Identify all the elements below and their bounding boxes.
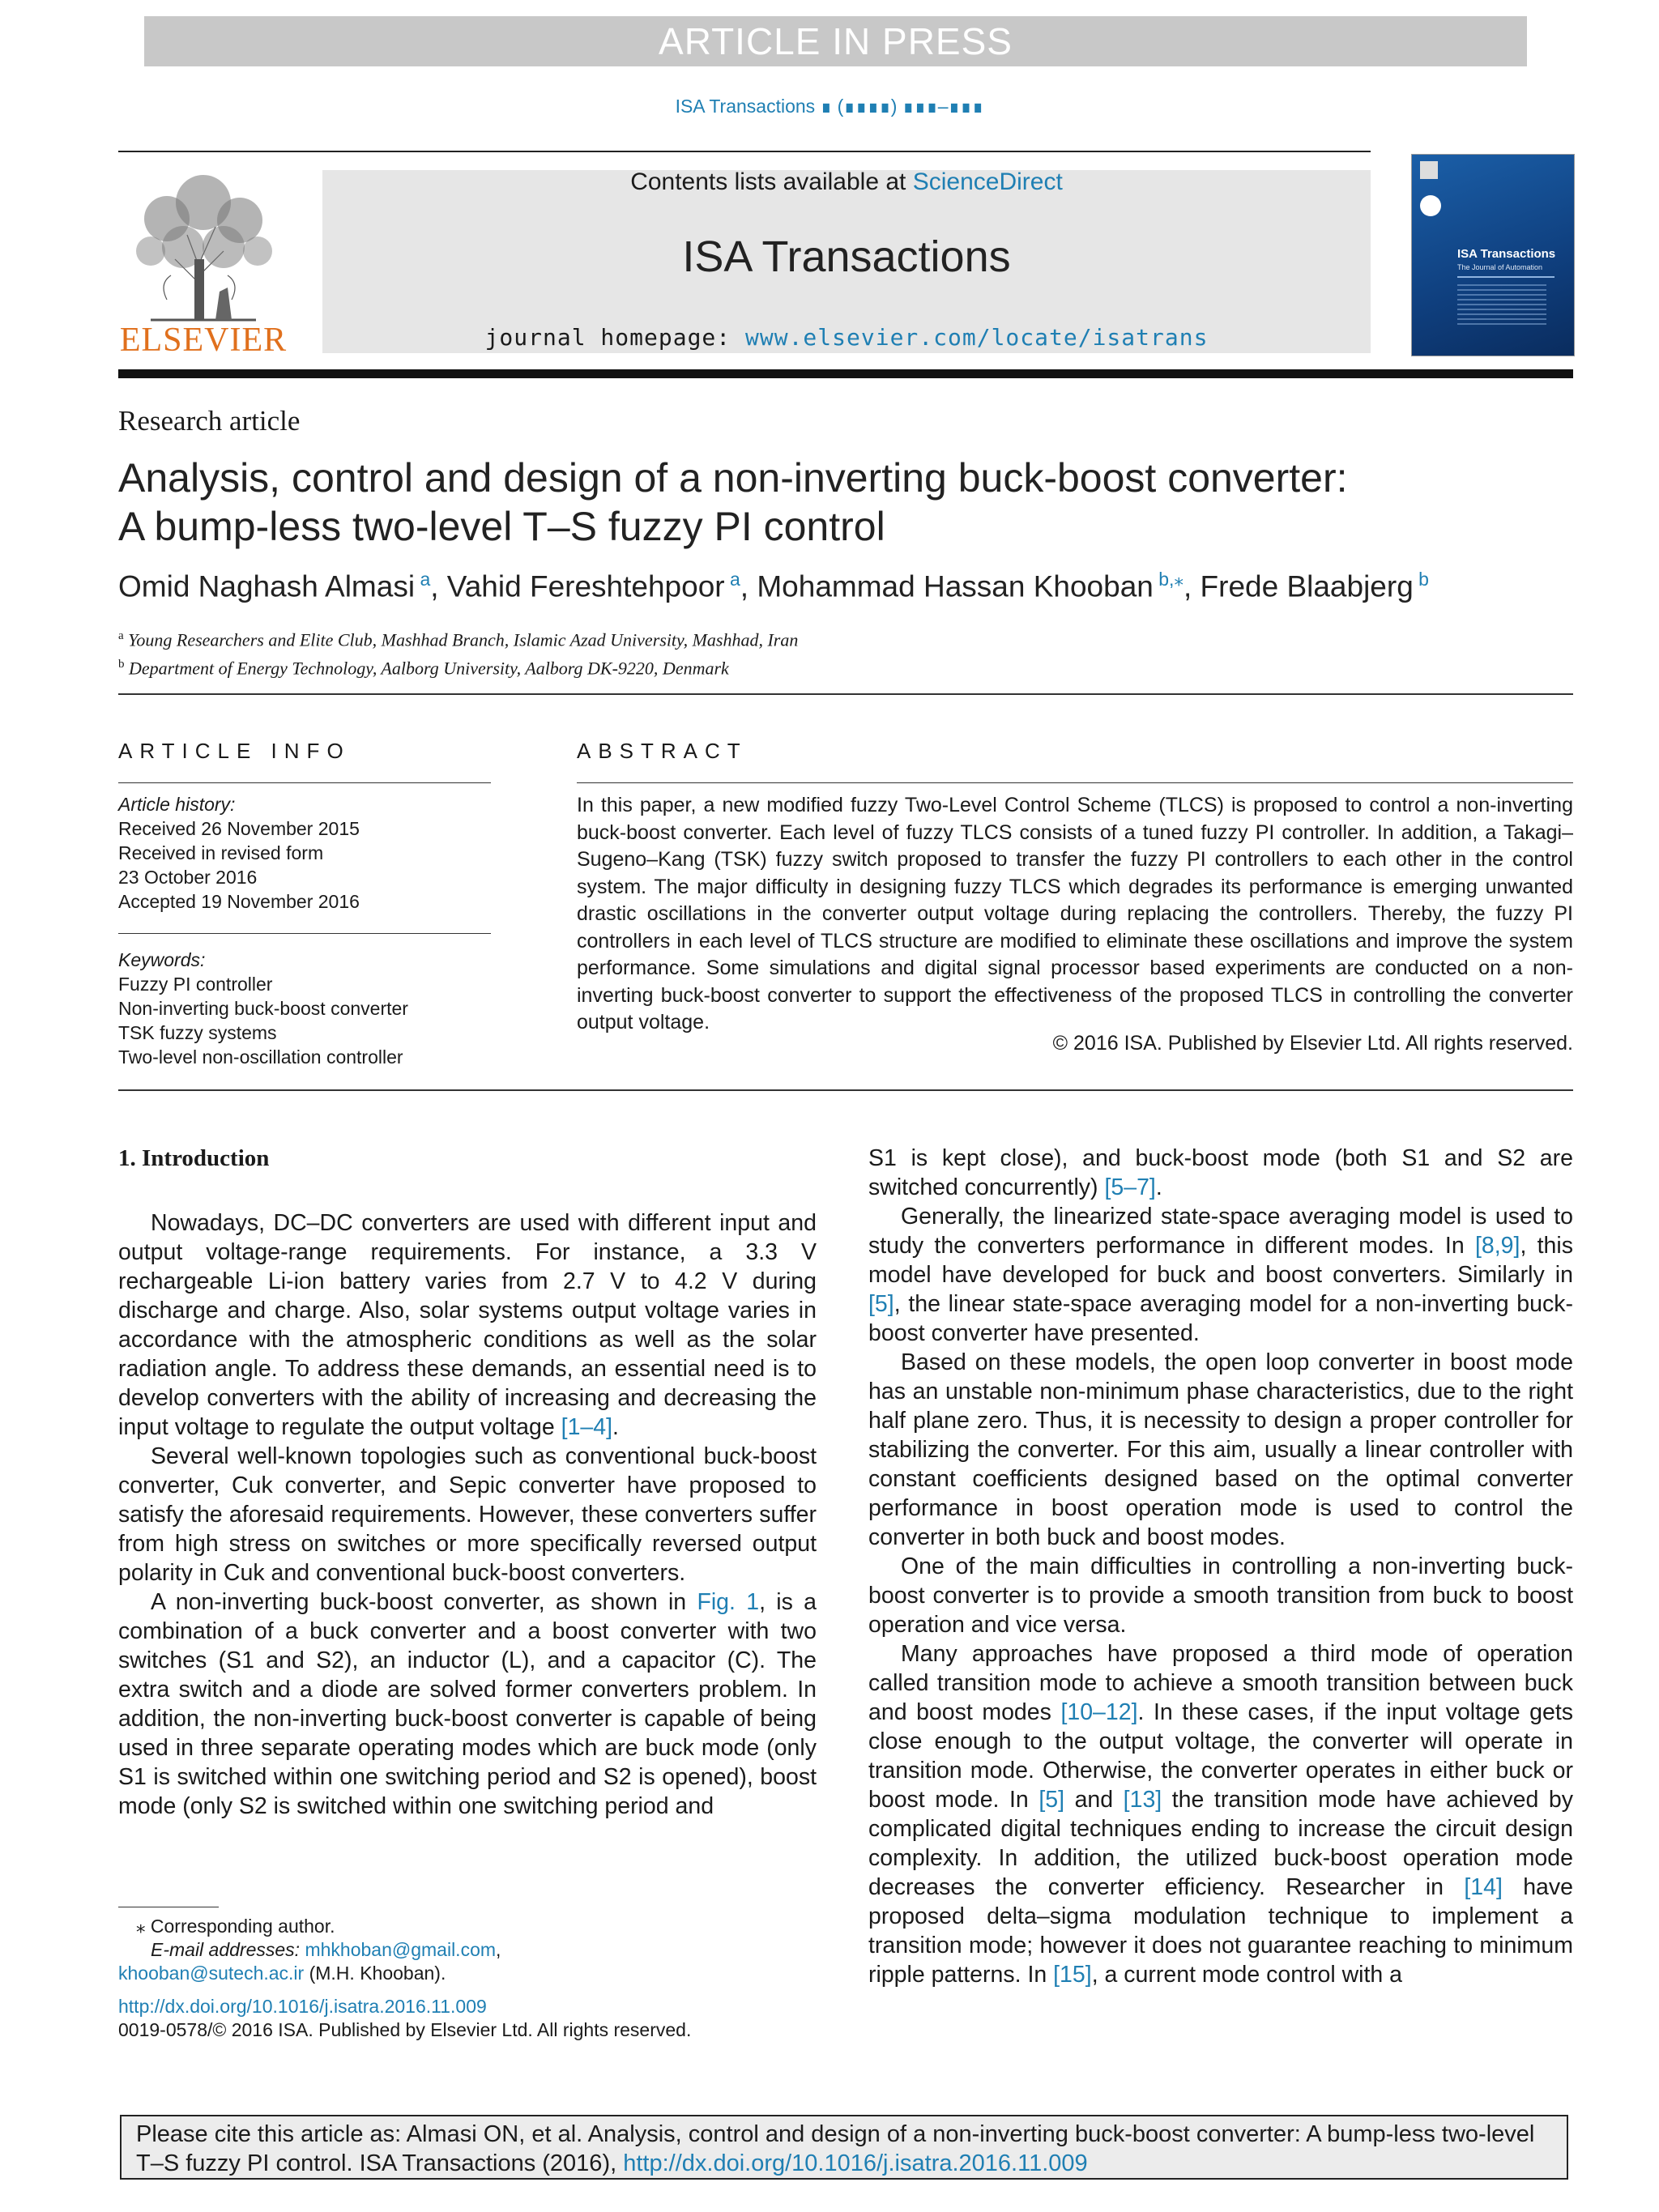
paragraph: S1 is kept close), and buck-boost mode (both S1 and S2 are switched concurrently) [5–7]. [868, 1145, 1573, 1200]
header-thick-rule [118, 369, 1573, 378]
left-column [118, 1144, 817, 1821]
cover-isa-badge-icon [1420, 195, 1441, 216]
elsevier-wordmark: ELSEVIER [119, 322, 288, 359]
figure-link[interactable]: Fig. 1 [697, 1589, 760, 1615]
abstract-copyright: © 2016 ISA. Published by Elsevier Ltd. All rights reserved. [1052, 1032, 1573, 1055]
keywords-block [118, 948, 491, 1069]
contents-prefix: Contents lists available at [630, 168, 906, 195]
article-info-rule [118, 782, 491, 783]
keyword: Non-inverting buck-boost converter [118, 998, 408, 1019]
history-item: Received in revised form [118, 842, 324, 863]
affiliation: $^b$ Department of Energy Technology, Aalborg University, Aalborg DK-9220, Denmark [118, 658, 729, 679]
keywords-label: Keywords: [118, 949, 206, 970]
keyword: TSK fuzzy systems [118, 1022, 277, 1043]
article-info-heading: ARTICLE INFO [118, 739, 351, 763]
keyword: Fuzzy PI controller [118, 974, 273, 995]
affiliations [118, 624, 798, 681]
email-link[interactable]: mhkhoban@gmail.com [305, 1939, 497, 1960]
keywords-rule [118, 933, 491, 934]
contents-line [322, 168, 1371, 196]
article-in-press-banner: ARTICLE IN PRESS [144, 16, 1527, 66]
title-separator-rule [118, 693, 1573, 695]
author-name[interactable]: Vahid Fereshtehpoor [446, 569, 725, 603]
author-name[interactable]: Omid Naghash Almasi [118, 569, 416, 603]
author-name[interactable]: Frede Blaabjerg [1200, 569, 1414, 603]
cover-title: ISA Transactions [1457, 247, 1556, 261]
cite-doi-link[interactable]: http://dx.doi.org/10.1016/j.isatra.2016.11.009 [623, 2150, 1088, 2176]
doi-link[interactable]: http://dx.doi.org/10.1016/j.isatra.2016.11.009 [118, 1996, 487, 2017]
citation-link[interactable]: [15] [1053, 1962, 1092, 1988]
author-affil-mark[interactable]: a [420, 569, 431, 590]
article-type: Research article [118, 405, 301, 437]
title-line-1: Analysis, control and design of a non-inverting buck-boost converter: [118, 455, 1348, 501]
corresponding-author-note: ⁎ Corresponding author. [136, 1916, 335, 1937]
history-label: Article history: [118, 794, 236, 815]
keyword: Two-level non-oscillation controller [118, 1046, 403, 1068]
paragraph: One of the main difficulties in controlling a non-inverting buck-boost converter is to provide a smooth transition from buck to boost operation and vice versa. [868, 1554, 1573, 1638]
journal-homepage [322, 324, 1371, 351]
journal-title: ISA Transactions [682, 232, 1011, 281]
footnote [118, 1915, 691, 2042]
author-affil-mark[interactable]: b,⁎ [1158, 569, 1183, 590]
cite-this-article-box [120, 2115, 1568, 2180]
cover-subtitle: The Journal of Automation [1457, 263, 1543, 271]
paragraph: Generally, the linearized state-space averaging model is used to study the converters performance in different modes. In [8,9], this model have developed for buck and boost converters. Similarly in [5], the linear state-space averaging model for a non-inverting buck-boost converter have presented. [868, 1204, 1573, 1346]
abstract-text: In this paper, a new modified fuzzy Two-Level Control Scheme (TLCS) is proposed to control a non-inverting buck-boost converter. Each level of fuzzy TLCS consists of a tuned fuzzy PI controller. In addition, a Takagi–Sugeno–Kang (TSK) fuzzy switch proposed to transfer the fuzzy PI controllers to each other in the control system. The major difficulty in designing fuzzy TLCS which degrades its performance is emerging unwanted drastic oscillations in the converter output voltage during replacing the controllers. Thereby, the fuzzy PI controllers in each level of TLCS structure are modified to eliminate these oscillations and improve the system performance. Some simulations and digital signal processor based experiments are conducted on a non-inverting buck-boost converter to support the effectiveness of the proposed TLCS in controlling the converter output voltage. [577, 794, 1573, 1034]
homepage-link[interactable]: www.elsevier.com/locate/isatrans [745, 324, 1209, 351]
paragraph: Based on these models, the open loop converter in boost mode has an unstable non-minimum phase characteristics, due to the right half plane zero. Thus, it is necessity to design a proper controller for stabilizing the converter. For this aim, usually a linear controller with constant coefficients designed based on the optimal converter performance in boost operation mode is used to control the converter in both buck and boost modes. [868, 1349, 1573, 1550]
author-list: Omid Naghash Almasi $^a$, Vahid Fereshtehpoor $^a$, Mohammad Hassan Khooban $^{b,⁎}$, Frede Blaabjerg $^b$ [118, 569, 1429, 603]
article-title [118, 454, 1536, 551]
journal-reference[interactable]: ISA Transactions ∎ (∎∎∎∎) ∎∎∎–∎∎∎ [675, 96, 984, 117]
paragraph: Nowadays, DC–DC converters are used with different input and output voltage-range requirements. For instance, a 3.3 V rechargeable Li-ion battery varies from 2.7 V to 4.2 V during discharge and charge. Also, solar systems output voltage varies in accordance with the atmospheric conditions as well as the solar radiation angle. To address these demands, an essential need is to develop converters with the ability of increasing and decreasing the input voltage to regulate the output voltage [1–4]. [118, 1210, 817, 1440]
history-item: Received 26 November 2015 [118, 818, 360, 839]
affiliation: $^a$ Young Researchers and Elite Club, Mashhad Branch, Islamic Azad University, Mashhad, Iran [118, 629, 799, 650]
paragraph: Several well-known topologies such as conventional buck-boost converter, Cuk converter, and Sepic converter have proposed to satisfy the aforesaid requirements. However, these converters suffer from high stress on switches or more specifically reversed output polarity in Cuk and conventional buck-boost converters. [118, 1443, 817, 1586]
cover-divider [1457, 276, 1555, 278]
history-item: Accepted 19 November 2016 [118, 891, 360, 912]
author-affil-mark[interactable]: a [730, 569, 740, 590]
cite-text: Please cite this article as: Almasi ON, et al. Analysis, control and design of a non-inverting buck-boost converter: A bump-less two-level T–S fuzzy PI control. ISA Transactions (2016), [136, 2121, 1535, 2176]
right-column [868, 1144, 1573, 1989]
citation-link[interactable]: [5] [868, 1291, 894, 1317]
author-affil-mark[interactable]: b [1418, 569, 1429, 590]
citation-link[interactable]: [14] [1464, 1874, 1503, 1900]
paragraph: A non-inverting buck-boost converter, as shown in Fig. 1, is a combination of a buck converter and a boost converter with two switches (S1 and S2), an inductor (L), and a capacitor (C). The extra switch and a diode are solved former converters problem. In addition, the non-inverting buck-boost converter is capable of being used in three separate operating modes which are buck mode (only S1 is switched within one switching period and S2 is opened), boost mode (only S2 is switched within one switching period and [118, 1589, 817, 1819]
citation-link[interactable]: [5] [1038, 1787, 1065, 1813]
article-history [118, 792, 491, 914]
citation-link[interactable]: [5–7] [1104, 1174, 1156, 1200]
sciencedirect-link[interactable]: ScienceDirect [912, 168, 1063, 195]
history-item: 23 October 2016 [118, 867, 258, 888]
homepage-prefix: journal homepage: [484, 324, 731, 351]
issn-line: 0019-0578/© 2016 ISA. Published by Elsevier Ltd. All rights reserved. [118, 2019, 692, 2040]
abstract-heading: ABSTRACT [577, 739, 748, 763]
author-name[interactable]: Mohammad Hassan Khooban [757, 569, 1154, 603]
cover-publisher-icon [1420, 161, 1438, 179]
cover-contents-lines [1457, 284, 1546, 325]
abstract-separator-rule [118, 1089, 1573, 1091]
citation-link[interactable]: [10–12] [1060, 1699, 1138, 1725]
citation-link[interactable]: [8,9] [1474, 1233, 1520, 1259]
section-heading-introduction: 1. Introduction [118, 1145, 270, 1171]
email-link[interactable]: khooban@sutech.ac.ir [118, 1963, 305, 1984]
email-line: khooban@sutech.ac.ir (M.H. Khooban). [118, 1963, 446, 1984]
paragraph: Many approaches have proposed a third mode of operation called transition mode to achieve a smooth transition between buck and boost modes [10–12]. In these cases, if the input voltage gets close enough to the output voltage, the converter will operate in transition mode. Otherwise, the converter operates in either buck or boost mode. In [5] and [13] the transition mode have achieved by complicated digital techniques ending to increase the circuit design complexity. In addition, the utilized buck-boost operation mode decreases the converter efficiency. Researcher in [14] have proposed delta–sigma modulation technique to implement a transition mode; however it does not guarantee reaching to minimum ripple patterns. In [15], a current mode control with a [868, 1641, 1574, 1988]
citation-link[interactable]: [1–4] [561, 1414, 613, 1440]
email-line: E-mail addresses: mhkhoban@gmail.com, [151, 1939, 501, 1960]
citation-link[interactable]: [13] [1123, 1787, 1162, 1813]
journal-cover-image[interactable] [1411, 154, 1575, 356]
title-line-2: A bump-less two-level T–S fuzzy PI control [118, 504, 885, 549]
abstract-rule [577, 782, 1573, 783]
header-top-rule [118, 151, 1371, 152]
